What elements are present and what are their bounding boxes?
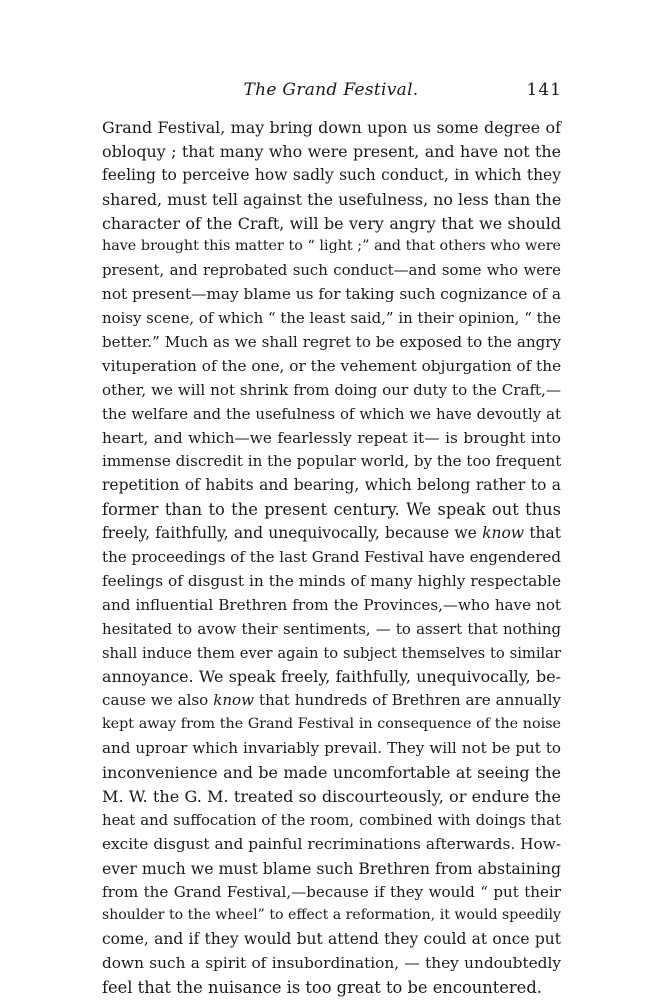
text-line: come, and if they would but attend they could at once put [102, 930, 561, 949]
text-line: obloquy ; that many who were present, and have not the [102, 141, 561, 161]
text-line: repetition of habits and bearing, which belong rather to a [102, 476, 561, 495]
page-number: 141 [526, 80, 562, 100]
text-line: other, we will not shrink from doing our duty to the Craft,— [102, 380, 561, 399]
text-line: feelings of disgust in the minds of many highly respectable [102, 571, 561, 590]
text-line: inconvenience and be made uncomfortable at seeing the [102, 763, 561, 783]
text-line: former than to the present century. We speak out thus [102, 500, 561, 520]
text-line: heat and suffocation of the room, combined with doings that [102, 810, 561, 829]
text-line: kept away from the Grand Festival in consequence of the noise [102, 716, 561, 733]
emphasis-know: know [482, 524, 525, 543]
text-line: heart, and which—we fearlessly repeat it— is brought into [102, 428, 561, 447]
text-line: the proceedings of the last Grand Festival have engendered [102, 548, 561, 567]
text-segment: cause we also [102, 691, 209, 710]
text-line: shoulder to the wheel” to effect a reformation, it would speedily [102, 907, 561, 924]
text-segment: that [529, 524, 561, 543]
text-line: excite disgust and painful recriminations afterwards. How- [102, 834, 561, 853]
text-line: hesitated to avow their sentiments, — to assert that nothing [102, 619, 561, 638]
text-line: shall induce them ever again to subject themselves to similar [102, 644, 561, 662]
text-line: ever much we must blame such Brethren from abstaining [102, 858, 561, 878]
text-line: immense discredit in the popular world, by the too frequent [102, 452, 562, 471]
text-line: better.” Much as we shall regret to be exposed to the angry [102, 333, 561, 352]
text-line: feeling to perceive how sadly such conduct, in which they [102, 165, 561, 184]
text-line: the welfare and the usefulness of which we have devoutly at [102, 404, 561, 423]
text-line: and uproar which invariably prevail. They will not be put to [102, 739, 561, 758]
text-line [102, 689, 561, 713]
text-line: not present—may blame us for taking such cognizance of a [102, 285, 561, 304]
text-line: Grand Festival, may bring down upon us some degree of [102, 118, 561, 137]
running-head [100, 78, 562, 102]
text-line [102, 522, 561, 546]
text-line: feel that the nuisance is too great to be encountered. [102, 978, 542, 998]
text-line: noisy scene, of which “ the least said,” in their opinion, “ the [102, 309, 561, 328]
text-line: shared, must tell against the usefulness, no less than the [102, 189, 562, 209]
text-line: and influential Brethren from the Provinces,—who have not [102, 595, 561, 614]
text-line: vituperation of the one, or the vehement objurgation of the [102, 356, 562, 375]
running-title: The Grand Festival. [243, 80, 419, 100]
text-line: down such a spirit of insubordination, — they undoubtedly [102, 954, 561, 973]
emphasis-know: know [213, 691, 255, 710]
text-line: from the Grand Festival,—because if they would “ put their [102, 882, 561, 901]
body-text [102, 116, 561, 1000]
text-segment: freely, faithfully, and unequivocally, because we [102, 524, 477, 543]
text-line: present, and reprobated such conduct—and some who were [102, 261, 561, 280]
text-line: have brought this matter to “ light ;” and that others who were [102, 238, 561, 255]
text-segment: that hundreds of Brethren are annually [259, 691, 561, 710]
text-line: character of the Craft, will be very angry that we should [102, 213, 561, 233]
text-line: M. W. the G. M. treated so discourteously, or endure the [102, 786, 561, 806]
text-line: annoyance. We speak freely, faithfully, unequivocally, be- [102, 667, 561, 687]
